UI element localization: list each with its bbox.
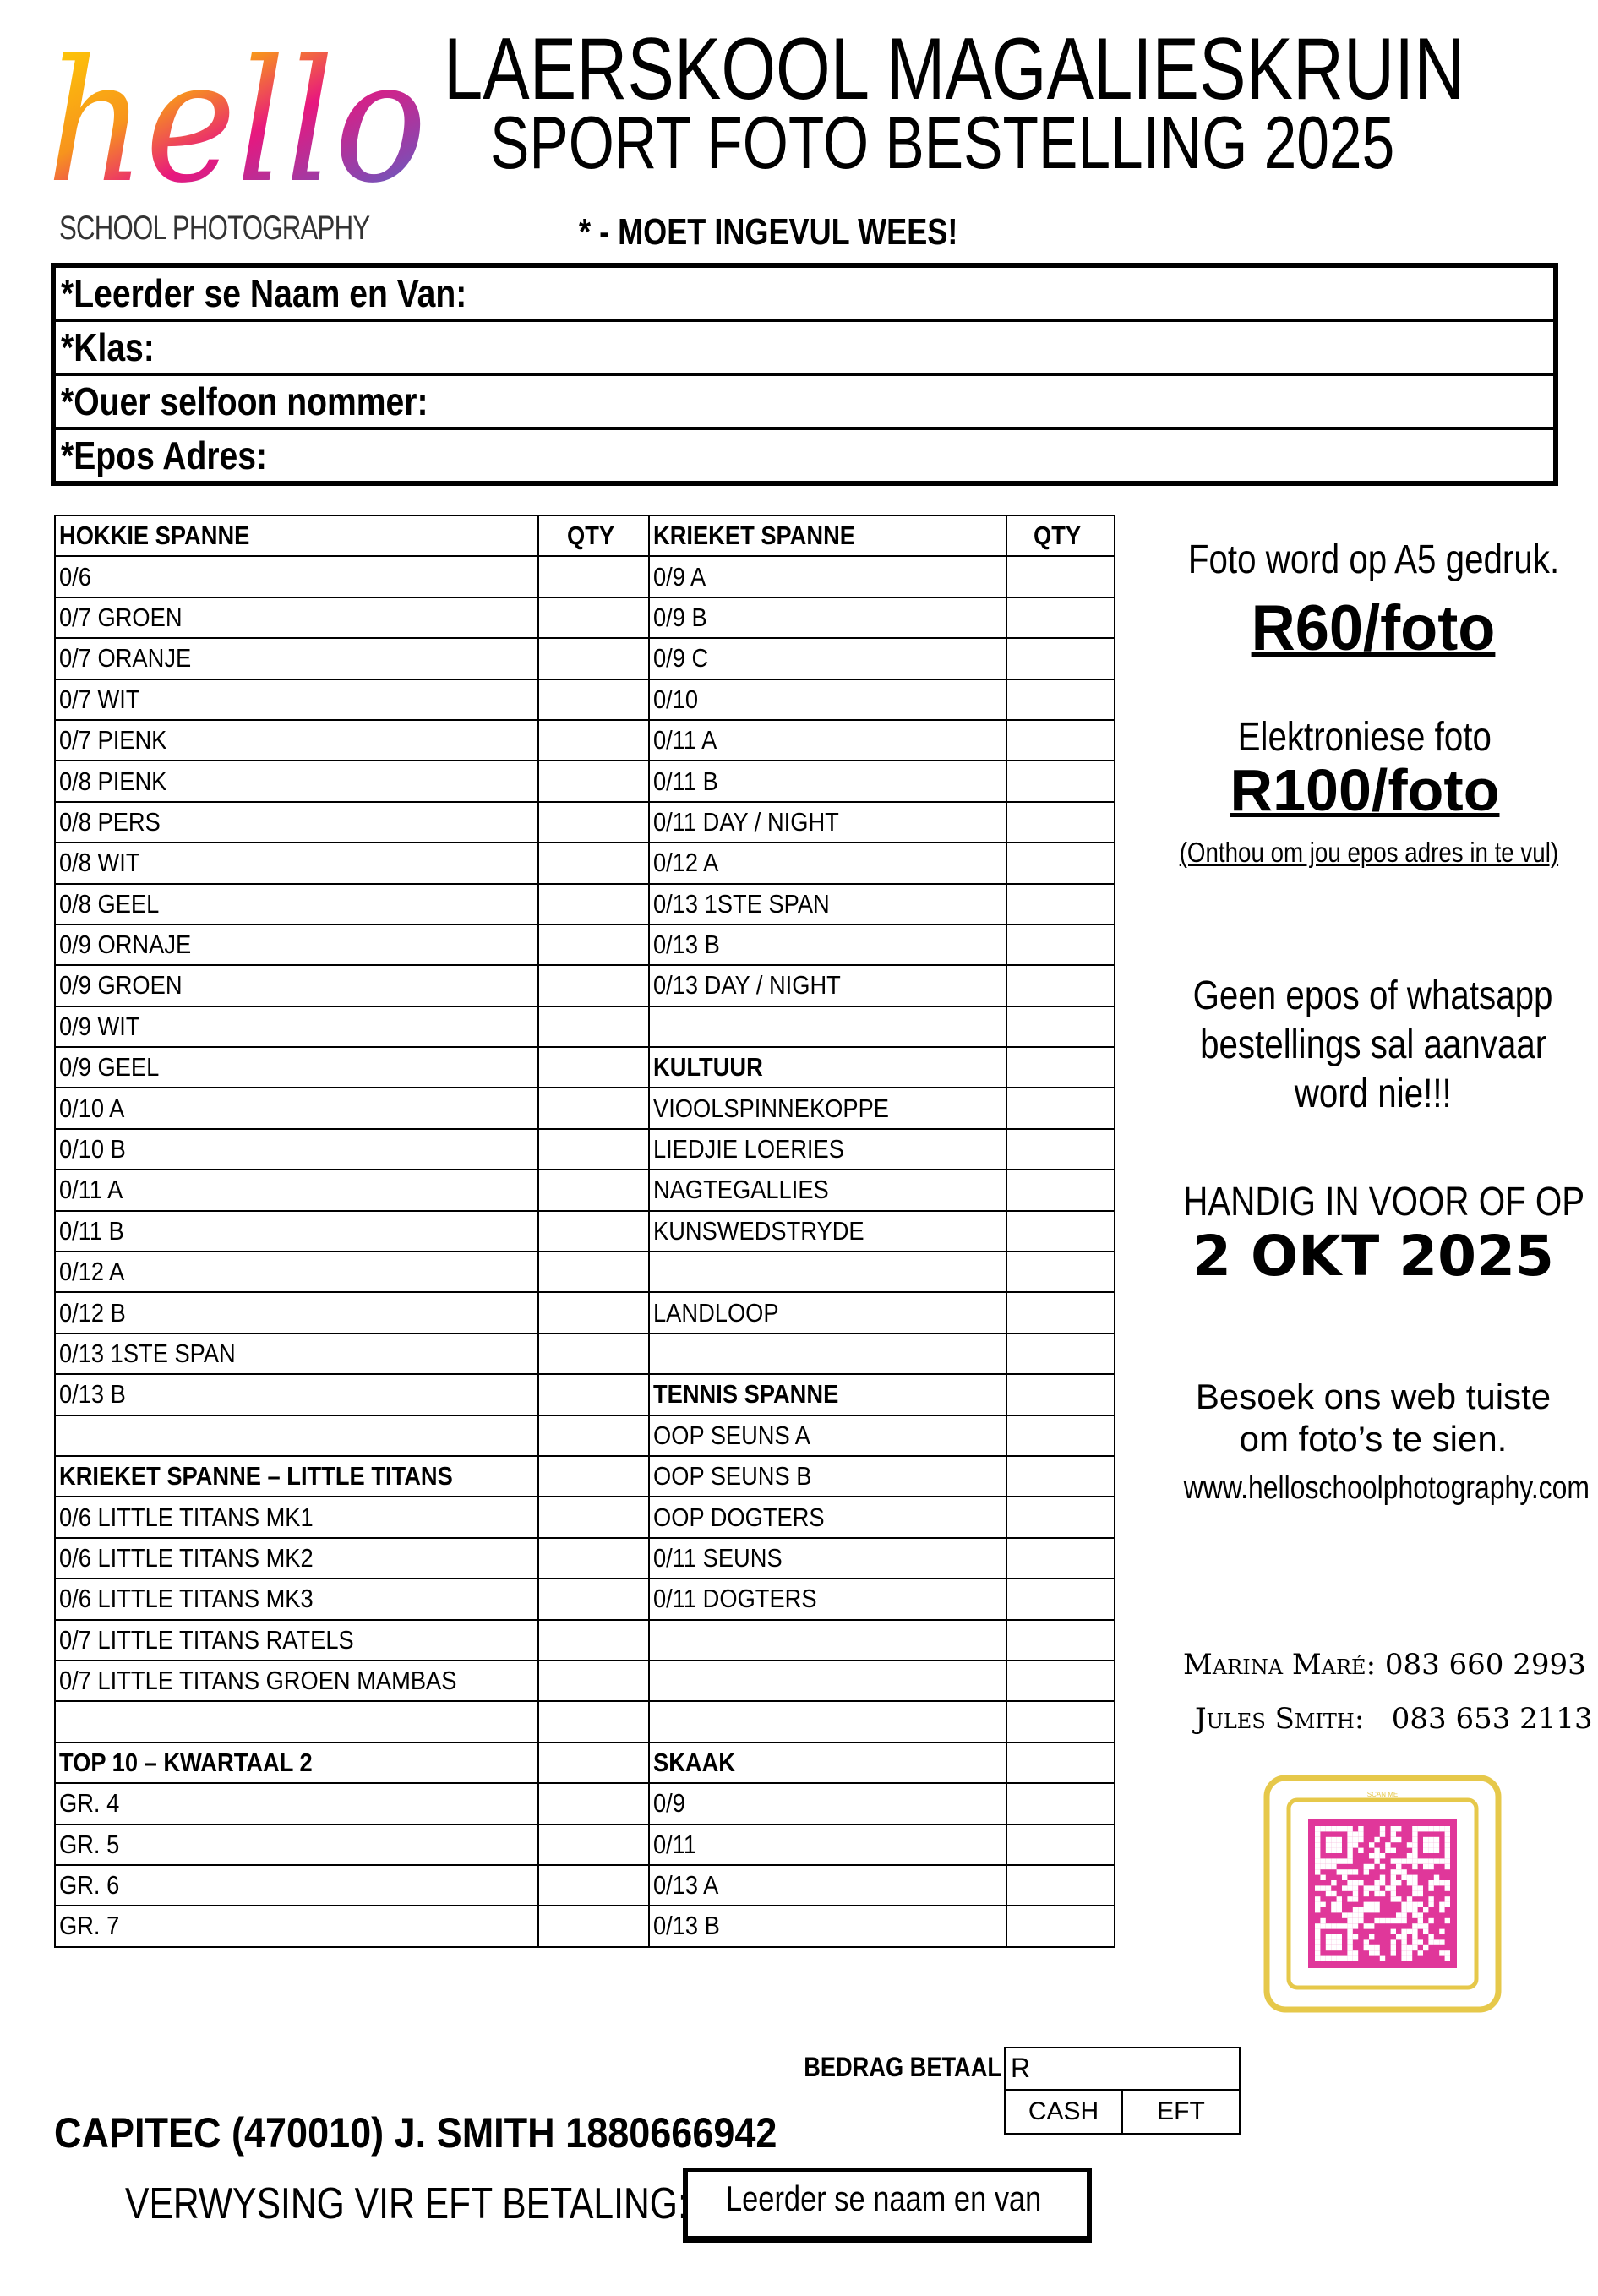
item-cell: 0/7 WIT xyxy=(55,679,538,720)
qty-input[interactable] xyxy=(538,1170,649,1210)
deadline-date: 2 OKT 2025 xyxy=(1192,1224,1554,1289)
qty-input[interactable] xyxy=(1006,1701,1115,1742)
section-header-cell: SKAAK xyxy=(649,1742,1006,1783)
table-row xyxy=(55,761,1115,801)
item-cell: LIEDJIE LOERIES xyxy=(649,1129,1006,1170)
table-row xyxy=(55,1906,1115,1946)
item-cell: 0/10 A xyxy=(55,1088,538,1128)
student-name-field[interactable] xyxy=(56,268,1553,322)
item-cell xyxy=(649,1620,1006,1661)
qty-input[interactable] xyxy=(538,1211,649,1252)
item-cell xyxy=(649,1252,1006,1292)
item-cell: OOP SEUNS B xyxy=(649,1456,1006,1497)
qty-input[interactable] xyxy=(538,1497,649,1537)
qty-input[interactable] xyxy=(538,1906,649,1946)
qty-input[interactable] xyxy=(1006,597,1115,638)
table-row xyxy=(55,843,1115,883)
qty-input[interactable] xyxy=(1006,720,1115,761)
order-table xyxy=(54,515,1115,1948)
qty-input[interactable] xyxy=(538,1620,649,1661)
qty-input[interactable] xyxy=(1006,1252,1115,1292)
item-cell: KUNSWEDSTRYDE xyxy=(649,1211,1006,1252)
qty-input[interactable] xyxy=(538,597,649,638)
item-cell: 0/9 B xyxy=(649,597,1006,638)
item-cell: 0/11 SEUNS xyxy=(649,1538,1006,1579)
item-cell: 0/9 WIT xyxy=(55,1006,538,1047)
table-row xyxy=(55,1252,1115,1292)
item-cell: GR. 6 xyxy=(55,1865,538,1906)
qty-input[interactable] xyxy=(1006,1415,1115,1456)
item-cell: 0/12 A xyxy=(55,1252,538,1292)
table-row xyxy=(55,1456,1115,1497)
qty-input[interactable] xyxy=(1006,1661,1115,1701)
qty-input[interactable] xyxy=(538,556,649,597)
item-cell: 0/13 B xyxy=(649,924,1006,965)
item-cell: 0/11 DAY / NIGHT xyxy=(649,802,1006,843)
table-row xyxy=(55,597,1115,638)
qty-input[interactable] xyxy=(1006,761,1115,801)
qty-input[interactable] xyxy=(1006,1374,1115,1415)
qty-input[interactable] xyxy=(1006,1088,1115,1128)
qty-input[interactable] xyxy=(538,1824,649,1865)
item-cell: 0/13 1STE SPAN xyxy=(649,884,1006,924)
item-cell: 0/6 LITTLE TITANS MK1 xyxy=(55,1497,538,1537)
table-row xyxy=(55,1865,1115,1906)
email-field[interactable] xyxy=(56,430,1553,481)
header-hokkie: HOKKIE SPANNE xyxy=(55,515,538,556)
table-row xyxy=(55,638,1115,679)
item-cell: 0/7 LITTLE TITANS RATELS xyxy=(55,1620,538,1661)
print-note: Foto word op A5 gedruk. xyxy=(1187,537,1559,582)
qty-input[interactable] xyxy=(538,1538,649,1579)
contact-marina: Marina Maré: 083 660 2993 xyxy=(1183,1648,1586,1682)
qty-input[interactable] xyxy=(538,761,649,801)
student-info-box xyxy=(51,263,1558,486)
amount-paid-label: BEDRAG BETAAL xyxy=(804,2052,1001,2082)
field-label: *Ouer selfoon nommer: xyxy=(61,379,428,423)
item-cell: GR. 4 xyxy=(55,1783,538,1824)
qty-input[interactable] xyxy=(1006,1824,1115,1865)
qty-input[interactable] xyxy=(1006,1783,1115,1824)
table-row xyxy=(55,1701,1115,1742)
item-cell: 0/13 DAY / NIGHT xyxy=(649,965,1006,1006)
school-title: LAERSKOOL MAGALIESKRUIN xyxy=(444,20,1465,118)
item-cell xyxy=(55,1701,538,1742)
qty-input[interactable] xyxy=(1006,1906,1115,1946)
item-cell: 0/7 PIENK xyxy=(55,720,538,761)
section-header-cell: TENNIS SPANNE xyxy=(649,1374,1006,1415)
table-row xyxy=(55,679,1115,720)
item-cell: LANDLOOP xyxy=(649,1292,1006,1333)
qty-input[interactable] xyxy=(1006,1006,1115,1047)
table-row xyxy=(55,1661,1115,1701)
qty-input[interactable] xyxy=(1006,924,1115,965)
qty-input[interactable] xyxy=(538,1129,649,1170)
qty-input[interactable] xyxy=(1006,638,1115,679)
eft-reference-box xyxy=(683,2168,1092,2243)
qty-input[interactable] xyxy=(1006,679,1115,720)
qr-code[interactable] xyxy=(1263,1775,1502,2013)
digital-price: R100/foto xyxy=(1230,757,1500,823)
table-row xyxy=(55,1620,1115,1661)
qty-input[interactable] xyxy=(538,802,649,843)
svg-text:hello: hello xyxy=(46,30,427,199)
qty-input[interactable] xyxy=(1006,802,1115,843)
qty-input[interactable] xyxy=(538,1579,649,1619)
deadline-label: HANDIG IN VOOR OF OP xyxy=(1183,1180,1585,1224)
qty-input[interactable] xyxy=(538,1333,649,1374)
field-label: *Epos Adres: xyxy=(61,434,268,477)
qty-input[interactable] xyxy=(538,679,649,720)
item-cell: 0/9 A xyxy=(649,556,1006,597)
item-cell: 0/8 WIT xyxy=(55,843,538,883)
item-cell: 0/10 xyxy=(649,679,1006,720)
qty-input[interactable] xyxy=(538,720,649,761)
item-cell xyxy=(55,1415,538,1456)
eft-option[interactable]: EFT xyxy=(1157,2097,1205,2125)
table-row xyxy=(55,924,1115,965)
item-cell: 0/11 A xyxy=(649,720,1006,761)
eft-reference-value: Leerder se naam en van xyxy=(726,2179,1042,2218)
qty-input[interactable] xyxy=(1006,1497,1115,1537)
table-row xyxy=(55,1088,1115,1128)
qty-input[interactable] xyxy=(538,884,649,924)
required-note: * - MOET INGEVUL WEES! xyxy=(579,211,958,253)
table-row xyxy=(55,556,1115,597)
item-cell: 0/6 LITTLE TITANS MK3 xyxy=(55,1579,538,1619)
item-cell: 0/8 PIENK xyxy=(55,761,538,801)
qty-input[interactable] xyxy=(538,1456,649,1497)
item-cell: 0/11 B xyxy=(55,1211,538,1252)
qty-input[interactable] xyxy=(538,1374,649,1415)
print-price: R60/foto xyxy=(1251,592,1496,664)
table-row xyxy=(55,720,1115,761)
table-row xyxy=(55,1211,1115,1252)
item-cell: GR. 5 xyxy=(55,1824,538,1865)
qty-input[interactable] xyxy=(538,638,649,679)
qty-input[interactable] xyxy=(538,1742,649,1783)
qty-input[interactable] xyxy=(1006,1047,1115,1088)
qty-input[interactable] xyxy=(1006,965,1115,1006)
table-row xyxy=(55,884,1115,924)
notice: Geen epos of whatsapp bestellings sal aanvaar word nie!!! xyxy=(1193,973,1553,1116)
item-cell: 0/6 xyxy=(55,556,538,597)
item-cell: 0/12 A xyxy=(649,843,1006,883)
item-cell xyxy=(649,1333,1006,1374)
item-cell: 0/9 GROEN xyxy=(55,965,538,1006)
cash-option[interactable]: CASH xyxy=(1006,2091,1123,2133)
logo-subtitle: SCHOOL PHOTOGRAPHY xyxy=(59,210,370,247)
table-row xyxy=(55,1170,1115,1210)
qty-input[interactable] xyxy=(1006,556,1115,597)
qty-input[interactable] xyxy=(538,1701,649,1742)
item-cell: 0/10 B xyxy=(55,1129,538,1170)
qty-input[interactable] xyxy=(1006,1538,1115,1579)
qty-input[interactable] xyxy=(538,924,649,965)
item-cell: OOP DOGTERS xyxy=(649,1497,1006,1537)
qty-input[interactable] xyxy=(538,1783,649,1824)
item-cell: 0/8 GEEL xyxy=(55,884,538,924)
item-cell: 0/11 A xyxy=(55,1170,538,1210)
table-row xyxy=(55,1497,1115,1537)
table-row xyxy=(55,1783,1115,1824)
website-note: Besoek ons web tuiste om foto’s te sien. xyxy=(1195,1377,1552,1459)
qty-input[interactable] xyxy=(538,1865,649,1906)
header-qty: QTY xyxy=(1006,515,1115,556)
item-cell: 0/6 LITTLE TITANS MK2 xyxy=(55,1538,538,1579)
table-row xyxy=(55,965,1115,1006)
item-cell: 0/11 xyxy=(649,1824,1006,1865)
amount-paid-box xyxy=(1004,2047,1241,2135)
qty-input[interactable] xyxy=(1006,1170,1115,1210)
qty-input[interactable] xyxy=(1006,1333,1115,1374)
qty-input[interactable] xyxy=(538,1006,649,1047)
item-cell: OOP SEUNS A xyxy=(649,1415,1006,1456)
item-cell: 0/13 A xyxy=(649,1865,1006,1906)
field-label: *Klas: xyxy=(61,325,155,369)
section-header-cell: TOP 10 – KWARTAAL 2 xyxy=(55,1742,538,1783)
table-row xyxy=(55,1047,1115,1088)
email-reminder: (Onthou om jou epos adres in te vul) xyxy=(1179,837,1559,868)
qty-input[interactable] xyxy=(538,1088,649,1128)
item-cell: 0/7 LITTLE TITANS GROEN MAMBAS xyxy=(55,1661,538,1701)
table-header-row xyxy=(55,515,1115,556)
item-cell: 0/8 PERS xyxy=(55,802,538,843)
qty-input[interactable] xyxy=(1006,1456,1115,1497)
website-link[interactable]: www.helloschoolphotography.com xyxy=(1183,1470,1590,1506)
table-row xyxy=(55,1374,1115,1415)
table-row xyxy=(55,1742,1115,1783)
qty-input[interactable] xyxy=(1006,884,1115,924)
item-cell: 0/13 B xyxy=(55,1374,538,1415)
item-cell xyxy=(649,1701,1006,1742)
qty-input[interactable] xyxy=(1006,1865,1115,1906)
table-row xyxy=(55,1824,1115,1865)
qty-input[interactable] xyxy=(538,1415,649,1456)
item-cell: 0/11 B xyxy=(649,761,1006,801)
header-qty: QTY xyxy=(538,515,649,556)
section-header-cell: KRIEKET SPANNE – LITTLE TITANS xyxy=(55,1456,538,1497)
item-cell: 0/7 GROEN xyxy=(55,597,538,638)
qty-input[interactable] xyxy=(1006,1742,1115,1783)
table-row xyxy=(55,1292,1115,1333)
class-field[interactable] xyxy=(56,322,1553,376)
item-cell: VIOOLSPINNEKOPPE xyxy=(649,1088,1006,1128)
table-row xyxy=(55,802,1115,843)
contacts xyxy=(1183,1648,1593,1736)
item-cell: NAGTEGALLIES xyxy=(649,1170,1006,1210)
qr-caption: SCAN ME xyxy=(1366,1791,1399,1798)
header-krieket: KRIEKET SPANNE xyxy=(649,515,1006,556)
contact-jules: Jules Smith: 083 653 2113 xyxy=(1195,1702,1593,1736)
item-cell: GR. 7 xyxy=(55,1906,538,1946)
table-row xyxy=(55,1538,1115,1579)
section-header-cell: KULTUUR xyxy=(649,1047,1006,1088)
item-cell: 0/9 xyxy=(649,1783,1006,1824)
qty-input[interactable] xyxy=(538,965,649,1006)
item-cell xyxy=(649,1661,1006,1701)
qty-input[interactable] xyxy=(538,1047,649,1088)
parent-phone-field[interactable] xyxy=(56,376,1553,430)
qty-input[interactable] xyxy=(1006,1211,1115,1252)
qty-input[interactable] xyxy=(538,1252,649,1292)
amount-paid-input[interactable]: R xyxy=(1006,2048,1239,2091)
item-cell: 0/9 C xyxy=(649,638,1006,679)
table-row xyxy=(55,1579,1115,1619)
qty-input[interactable] xyxy=(1006,1579,1115,1619)
bank-details: CAPITEC (470010) J. SMITH 1880666942 xyxy=(54,2109,777,2157)
table-row xyxy=(55,1415,1115,1456)
item-cell: 0/13 B xyxy=(649,1906,1006,1946)
qty-input[interactable] xyxy=(1006,1620,1115,1661)
qty-input[interactable] xyxy=(1006,1129,1115,1170)
field-label: *Leerder se Naam en Van: xyxy=(61,271,467,315)
qty-input[interactable] xyxy=(538,1292,649,1333)
item-cell: 0/7 ORANJE xyxy=(55,638,538,679)
digital-note: Elektroniese foto xyxy=(1237,715,1492,760)
qty-input[interactable] xyxy=(1006,1292,1115,1333)
item-cell: 0/12 B xyxy=(55,1292,538,1333)
form-title: SPORT FOTO BESTELLING 2025 xyxy=(490,101,1395,184)
table-row xyxy=(55,1129,1115,1170)
qty-input[interactable] xyxy=(538,843,649,883)
qty-input[interactable] xyxy=(1006,843,1115,883)
eft-reference-label: VERWYSING VIR EFT BETALING: xyxy=(125,2179,688,2228)
item-cell: 0/11 DOGTERS xyxy=(649,1579,1006,1619)
item-cell: 0/9 ORNAJE xyxy=(55,924,538,965)
table-row xyxy=(55,1333,1115,1374)
item-cell xyxy=(649,1006,1006,1047)
qty-input[interactable] xyxy=(538,1661,649,1701)
item-cell: 0/13 1STE SPAN xyxy=(55,1333,538,1374)
table-row xyxy=(55,1006,1115,1047)
item-cell: 0/9 GEEL xyxy=(55,1047,538,1088)
hello-logo xyxy=(46,30,435,199)
